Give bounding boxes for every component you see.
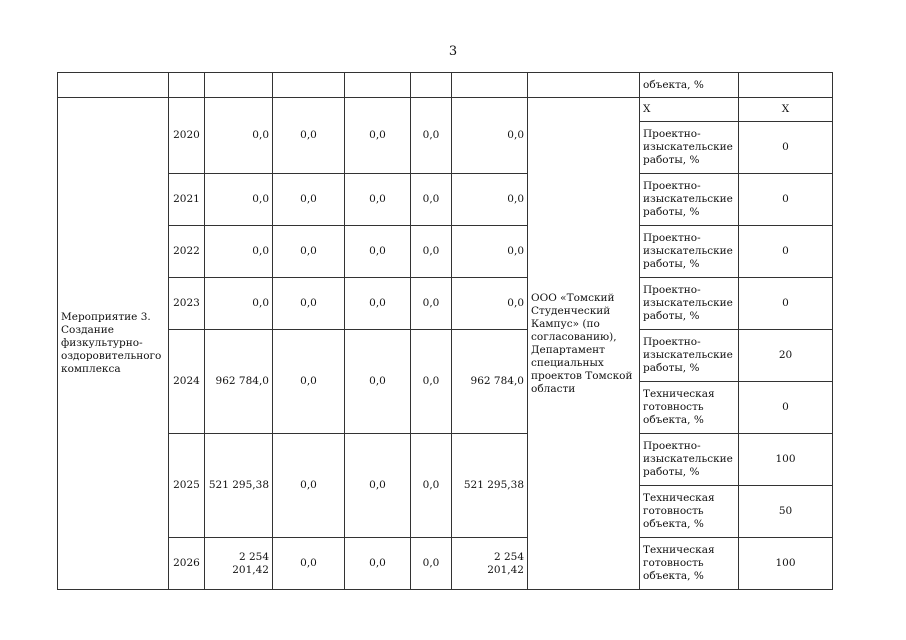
federal-budget-cell: 0,0 [273, 434, 345, 538]
local-budget-cell: 0,0 [411, 278, 452, 330]
indicator-value-cell: 0 [739, 174, 833, 226]
extrabudgetary-cell: 0,0 [452, 226, 528, 278]
indicator-cell: Проектно-изыскательские работы, % [640, 434, 739, 486]
local-budget-cell: 0,0 [411, 226, 452, 278]
year-cell: 2022 [169, 226, 205, 278]
indicator-value-cell: 100 [739, 538, 833, 590]
activity-header-row [58, 98, 833, 122]
year-cell: 2023 [169, 278, 205, 330]
total-funding-cell: 0,0 [205, 174, 273, 226]
federal-budget-cell: 0,0 [273, 538, 345, 590]
year-cell: 2021 [169, 174, 205, 226]
indicator-cell: Техническая готовность объекта, % [640, 382, 739, 434]
local-budget-cell: 0,0 [411, 538, 452, 590]
total-funding-cell: 962 784,0 [205, 330, 273, 434]
indicator-value-cell: 0 [739, 382, 833, 434]
year-cell: 2020 [169, 98, 205, 174]
table-row [58, 538, 833, 590]
regional-budget-cell: 0,0 [345, 174, 411, 226]
indicator-value-cell: 0 [739, 226, 833, 278]
indicator-cell: Проектно-изыскательские работы, % [640, 278, 739, 330]
indicator-value-cell: 100 [739, 434, 833, 486]
total-funding-cell: 0,0 [205, 98, 273, 174]
indicator-cell: объекта, % [640, 73, 739, 98]
continuation-row [58, 73, 833, 98]
indicator-value-cell: 0 [739, 278, 833, 330]
table-row [58, 174, 833, 226]
indicator-value-cell: 50 [739, 486, 833, 538]
total-funding-cell: 2 254 201,42 [205, 538, 273, 590]
federal-budget-cell: 0,0 [273, 98, 345, 174]
local-budget-cell: 0,0 [411, 330, 452, 434]
indicator-cell: Проектно-изыскательские работы, % [640, 122, 739, 174]
local-budget-cell: 0,0 [411, 174, 452, 226]
indicator-cell: Техническая готовность объекта, % [640, 538, 739, 590]
local-budget-cell: 0,0 [411, 434, 452, 538]
indicator-cell: Техническая готовность объекта, % [640, 486, 739, 538]
local-budget-cell: 0,0 [411, 98, 452, 174]
total-funding-cell: 0,0 [205, 278, 273, 330]
federal-budget-cell: 0,0 [273, 174, 345, 226]
regional-budget-cell: 0,0 [345, 434, 411, 538]
indicator-cell: Проектно-изыскательские работы, % [640, 330, 739, 382]
extrabudgetary-cell: 962 784,0 [452, 330, 528, 434]
extrabudgetary-cell: 0,0 [452, 174, 528, 226]
indicator-cell: Проектно-изыскательские работы, % [640, 226, 739, 278]
regional-budget-cell: 0,0 [345, 538, 411, 590]
extrabudgetary-cell: 0,0 [452, 278, 528, 330]
table-row [58, 278, 833, 330]
regional-budget-cell: 0,0 [345, 98, 411, 174]
federal-budget-cell: 0,0 [273, 226, 345, 278]
year-cell: 2026 [169, 538, 205, 590]
activity-name-cell: Мероприятие 3. Создание физкультурно-оздоровительного комплекса [58, 98, 169, 590]
total-funding-cell: 0,0 [205, 226, 273, 278]
table-row [58, 226, 833, 278]
extrabudgetary-cell: 521 295,38 [452, 434, 528, 538]
indicator-cell: Проектно-изыскательские работы, % [640, 174, 739, 226]
indicator-cell: Х [640, 98, 739, 122]
regional-budget-cell: 0,0 [345, 226, 411, 278]
page-number: 3 [448, 44, 458, 59]
indicator-value-cell: Х [739, 98, 833, 122]
year-cell: 2025 [169, 434, 205, 538]
regional-budget-cell: 0,0 [345, 330, 411, 434]
executor-cell: ООО «Томский Студенческий Кампус» (по согласованию), Департамент специальных проектов Томской области [528, 98, 640, 590]
indicator-value-cell: 0 [739, 122, 833, 174]
federal-budget-cell: 0,0 [273, 330, 345, 434]
table-row [58, 434, 833, 486]
year-cell: 2024 [169, 330, 205, 434]
total-funding-cell: 521 295,38 [205, 434, 273, 538]
indicator-value-cell: 20 [739, 330, 833, 382]
activity-table [57, 72, 833, 590]
extrabudgetary-cell: 2 254 201,42 [452, 538, 528, 590]
table-row [58, 330, 833, 382]
federal-budget-cell: 0,0 [273, 278, 345, 330]
extrabudgetary-cell: 0,0 [452, 98, 528, 174]
regional-budget-cell: 0,0 [345, 278, 411, 330]
